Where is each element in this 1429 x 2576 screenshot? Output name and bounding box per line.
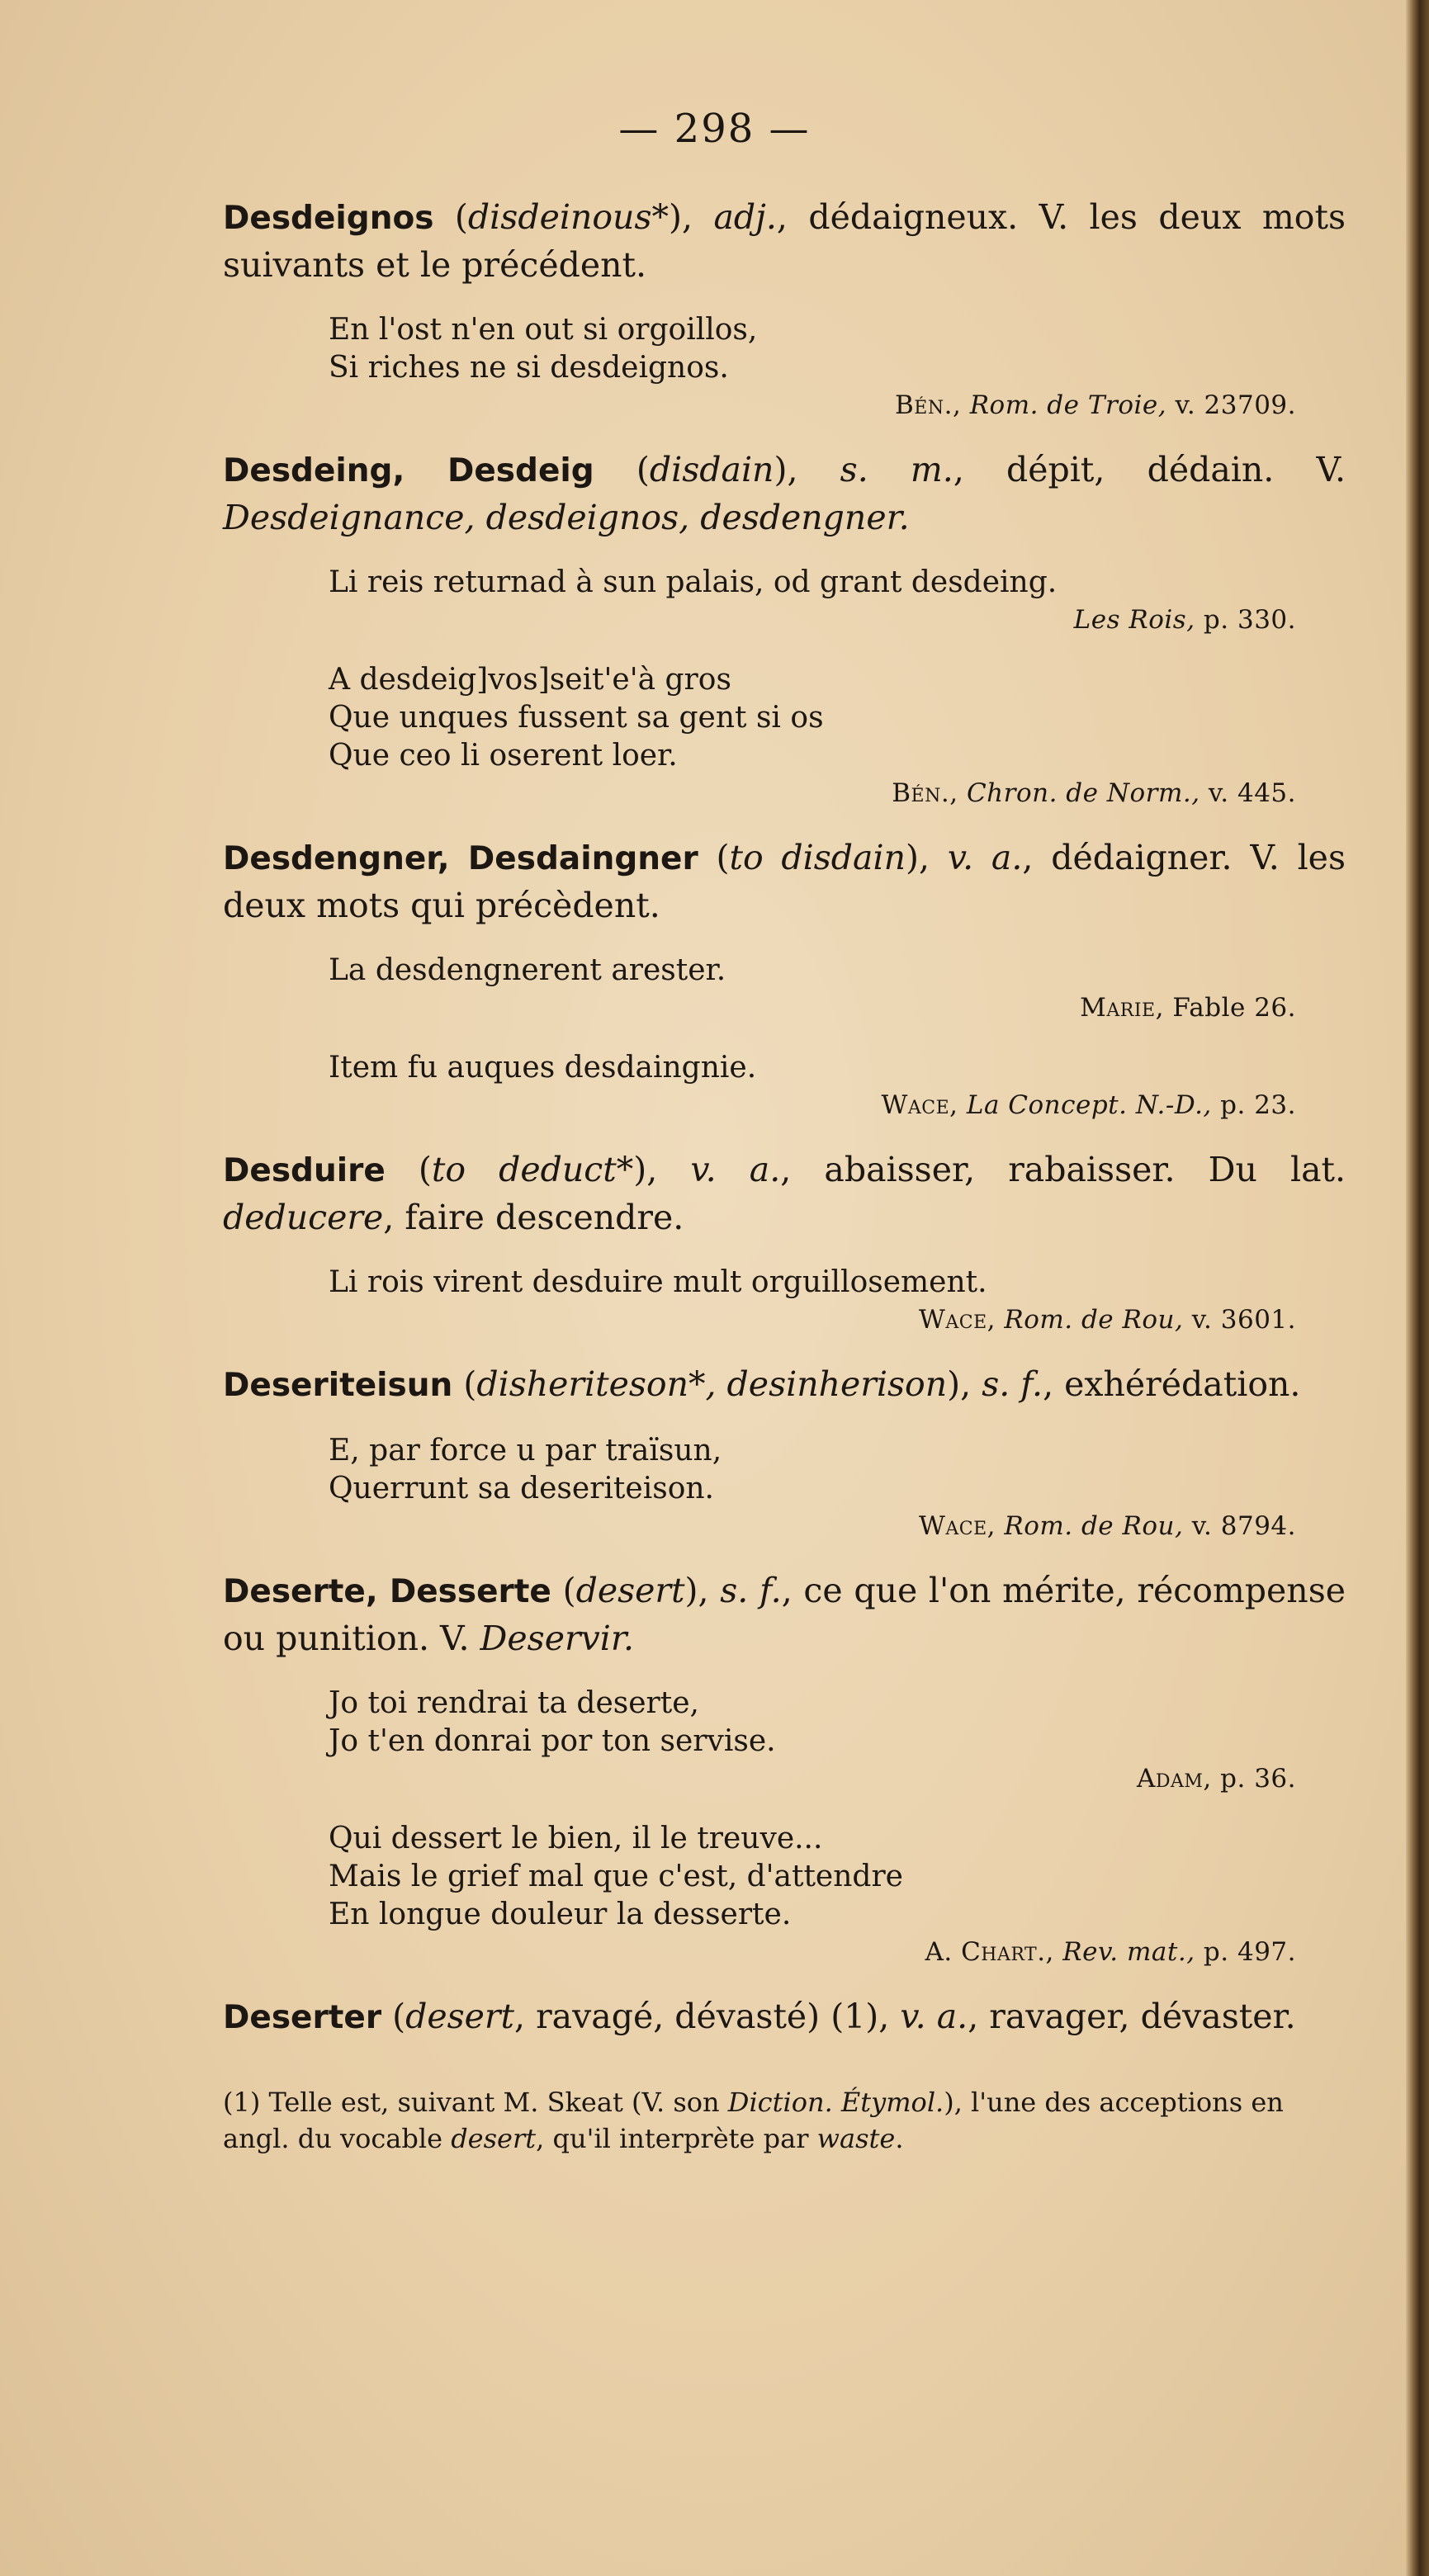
- entry-headword: Desduire: [223, 1152, 386, 1189]
- entry-headword: Deserter: [223, 1999, 382, 2036]
- page-edge-shadow: [1406, 0, 1429, 2576]
- citation-block: [223, 1432, 1346, 1544]
- citation-line: Jo t'en donrai por ton servise.: [329, 1724, 776, 1758]
- dictionary-entry: Desdengner, Desdaingner (to disdain), v. a., dédaigner. V. les deux mots qui précèdent.: [223, 838, 1346, 925]
- citation-line: Qui dessert le bien, il le treuve...: [329, 1822, 823, 1855]
- citation-line: A desdeig]vos]seit'e'à gros: [329, 663, 731, 697]
- citation-line: Li reis returnad à sun palais, od grant desdeing.: [329, 565, 1058, 599]
- citation-line: En longue douleur la desserte.: [329, 1898, 792, 1931]
- citation-line: La desdengnerent arester.: [329, 953, 726, 987]
- citation-line: E, par force u par traïsun,: [329, 1434, 722, 1468]
- citation-block: [223, 564, 1346, 638]
- entry-headword: Desdeing, Desdeig: [223, 452, 594, 489]
- citation-line: En l'ost n'en out si orgoillos,: [329, 313, 758, 347]
- entry-headword: Desdeignos: [223, 200, 434, 237]
- citation-line: Jo toi rendrai ta deserte,: [329, 1686, 699, 1720]
- dictionary-entry: Deseriteisun (disheriteson*, desinherison), s. f., exhérédation.: [223, 1364, 1301, 1404]
- entry-headword: Deserte, Desserte: [223, 1573, 551, 1610]
- citation-block: [223, 1685, 1346, 1797]
- citation-line: Mais le grief mal que c'est, d'attendre: [329, 1860, 903, 1893]
- dictionary-entry: Desdeignos (disdeinous*), adj., dédaigneux. V. les deux mots suivants et le précédent.: [223, 197, 1346, 285]
- citation-block: [223, 661, 1346, 811]
- entry-headword: Deseriteisun: [223, 1367, 453, 1404]
- citation-block: [223, 1049, 1346, 1123]
- dictionary-entry: Deserter (desert, ravagé, dévasté) (1), v. a., ravager, dévaster.: [223, 1997, 1296, 2036]
- citation-source: Wace, La Concept. N.-D., p. 23.: [881, 1090, 1296, 1120]
- citation-source: Wace, Rom. de Rou, v. 8794.: [919, 1511, 1296, 1541]
- dictionary-entry: Deserte, Desserte (desert), s. f., ce que l'on mérite, récompense ou punition. V. Deservir.: [223, 1571, 1346, 1658]
- dictionary-content: [223, 194, 1346, 2157]
- citation-line: Li rois virent desduire mult orguillosement.: [329, 1265, 987, 1299]
- citation-block: [223, 952, 1346, 1026]
- citation-block: [223, 1820, 1346, 1970]
- footnote: (1) Telle est, suivant M. Skeat (V. son Diction. Étymol.), l'une des acceptions en angl. du vocable desert, qu'il interprète par waste.: [223, 2087, 1284, 2154]
- citation-source: Wace, Rom. de Rou, v. 3601.: [919, 1305, 1296, 1335]
- dictionary-entry: Desdeing, Desdeig (disdain), s. m., dépit, dédain. V. Desdeignance, desdeignos, desdengner.: [223, 450, 1346, 537]
- citation-source: Bén., Rom. de Troie, v. 23709.: [895, 390, 1296, 420]
- citation-line: Si riches ne si desdeignos.: [329, 351, 729, 385]
- page-number: — 298 —: [618, 106, 811, 152]
- citation-source: Marie, Fable 26.: [1080, 993, 1296, 1023]
- citation-line: Que ceo li oserent loer.: [329, 739, 678, 773]
- citation-line: Querrunt sa deseriteison.: [329, 1472, 714, 1505]
- citation-source: A. Chart., Rev. mat., p. 497.: [925, 1937, 1296, 1967]
- citation-source: Bén., Chron. de Norm., v. 445.: [892, 778, 1296, 808]
- citation-source: Adam, p. 36.: [1136, 1764, 1296, 1794]
- citation-line: Que unques fussent sa gent si os: [329, 701, 824, 735]
- citation-line: Item fu auques desdaingnie.: [329, 1051, 757, 1085]
- entry-headword: Desdengner, Desdaingner: [223, 840, 698, 877]
- citation-block: [223, 311, 1346, 423]
- citation-block: [223, 1264, 1346, 1338]
- dictionary-entry: Desduire (to deduct*), v. a., abaisser, rabaisser. Du lat. deducere, faire descendre.: [223, 1150, 1346, 1237]
- citation-source: Les Rois, p. 330.: [1073, 605, 1296, 635]
